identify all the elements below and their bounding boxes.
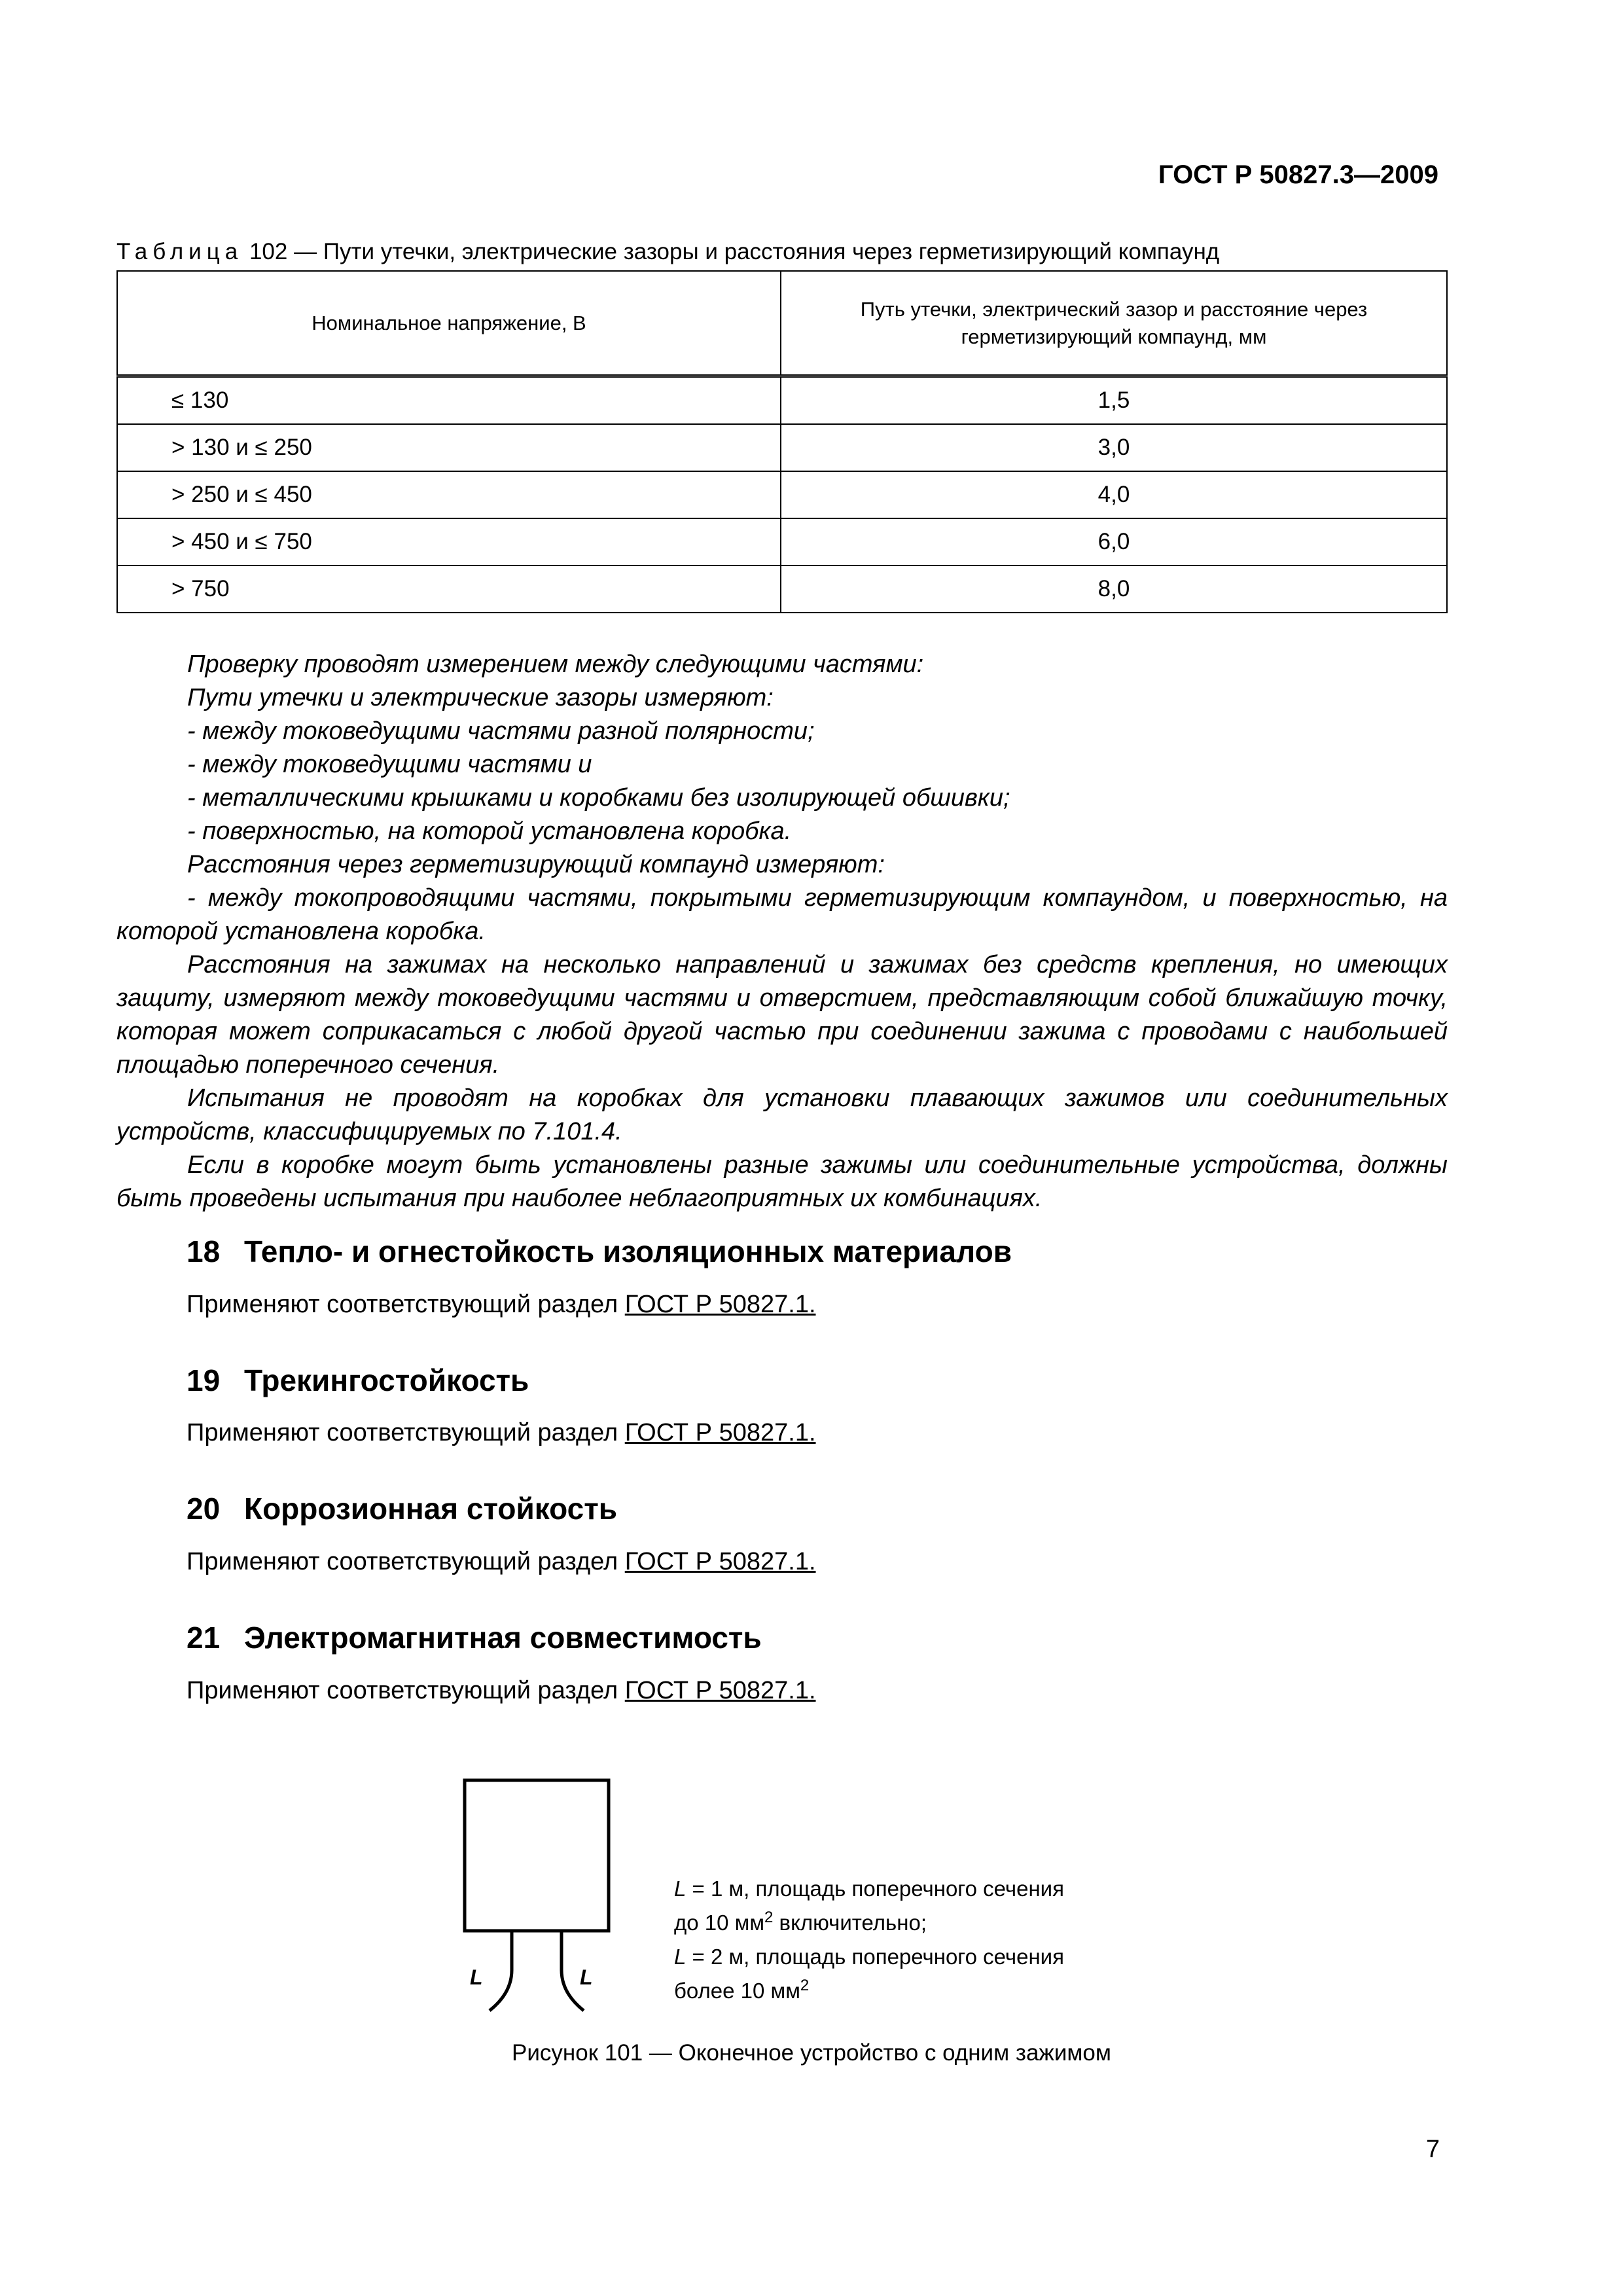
cell-distance: 1,5 [781,376,1447,425]
reference-text: Применяют соответствующий раздел [187,1548,625,1575]
column-header-distance-text: Путь утечки, электрический зазор и расстояние через герметизирующий компаунд, мм [860,297,1368,348]
cell-distance: 6,0 [781,518,1447,565]
cell-voltage: ≤ 130 [117,376,781,425]
cell-voltage: > 130 и ≤ 250 [117,424,781,471]
paragraph: Пути утечки и электрические зазоры измеряют: [187,684,774,711]
table-row [117,376,1447,425]
legend-text: включительно; [773,1910,927,1935]
reference-text: Применяют соответствующий раздел [187,1677,625,1704]
paragraph: Проверку проводят измерением между следующими частями: [187,651,924,678]
legend-text: до 10 мм [674,1910,765,1935]
section-reference [187,1548,816,1576]
section-heading [187,1234,1012,1269]
section-heading [187,1620,762,1655]
paragraph: Испытания не проводят на коробках для установки плавающих зажимов или соединительных устройств, классифицируемых по 7.101.4. [116,1085,1448,1145]
table-row [117,424,1447,471]
legend-text: = 2 м, площадь поперечного сечения [686,1945,1064,1969]
list-item: - между токоведущими частями разной полярности; [187,717,815,745]
section-title: Трекингостойкость [244,1363,529,1397]
paragraph: Расстояния на зажимах на несколько направлений и зажимах без средств крепления, но имеющих защиту, измеряют между токоведущими частями и отверстием, представляющим собой ближайшую точку, которая может соприкасаться с любой другой частью при соединении зажима с проводами с наибольшей площадью поперечного сечения. [116,951,1448,1079]
section-reference [187,1419,816,1447]
test-procedure-text [116,648,1448,1215]
list-item: - металлическими крышками и коробками без изолирующей обшивки; [187,784,1010,812]
paragraph: - между токопроводящими частями, покрытыми герметизирующим компаундом, и поверхностью, на которой установлена коробка. [116,884,1448,945]
section-title: Электромагнитная совместимость [244,1621,762,1655]
enclosure-box [465,1780,609,1931]
reference-text: Применяют соответствующий раздел [187,1419,625,1446]
reference-text: Применяют соответствующий раздел [187,1291,625,1318]
cell-voltage: > 250 и ≤ 450 [117,471,781,518]
superscript: 2 [800,1977,810,1994]
column-header-distance [781,271,1447,376]
wire-label-right: L [580,1965,593,1989]
section-number: 20 [187,1492,221,1526]
section-number: 21 [187,1621,221,1655]
section-reference [187,1291,816,1319]
section-title: Коррозионная стойкость [244,1492,618,1526]
cell-distance: 3,0 [781,424,1447,471]
wire-left [490,1931,512,2011]
cell-voltage: > 450 и ≤ 750 [117,518,781,565]
superscript: 2 [764,1909,774,1926]
figure-caption: Рисунок 101 — Оконечное устройство с одним зажимом [512,2040,1111,2066]
section-heading [187,1491,617,1526]
section-title: Тепло- и огнестойкость изоляционных материалов [244,1234,1012,1268]
table-header-row [117,271,1447,376]
section-heading [187,1363,529,1398]
legend-line [674,1906,1064,1940]
terminal-device-drawing [452,1767,648,2016]
legend-text: более 10 мм [674,1979,800,2003]
cell-voltage: > 750 [117,565,781,613]
section-reference [187,1677,816,1705]
legend-line [674,1940,1064,1974]
cell-distance: 4,0 [781,471,1447,518]
legend-line [674,1974,1064,2008]
table-caption-text: 102 — Пути утечки, электрические зазоры и расстояния через герметизирующий компаунд [249,239,1220,264]
paragraph: Расстояния через герметизирующий компаунд измеряют: [187,851,885,878]
clearance-table [116,270,1448,613]
table-row [117,471,1447,518]
document-code: ГОСТ Р 50827.3—2009 [1158,160,1438,189]
list-item: - поверхностью, на которой установлена коробка. [187,817,792,845]
table-caption [116,239,1219,265]
standard-link[interactable]: ГОСТ Р 50827.1. [624,1548,816,1575]
section-number: 18 [187,1234,221,1268]
page-number: 7 [1425,2136,1440,2163]
section-number: 19 [187,1363,221,1397]
table-caption-label: Таблица [116,239,243,264]
list-item: - между токоведущими частями и [187,751,592,778]
figure-legend [674,1872,1064,2008]
paragraph: Если в коробке могут быть установлены разные зажимы или соединительные устройства, должны быть проведены испытания при наиболее неблагоприятных их комбинациях. [116,1151,1448,1212]
legend-line [674,1872,1064,1906]
table-row [117,565,1447,613]
standard-link[interactable]: ГОСТ Р 50827.1. [624,1419,816,1446]
standard-link[interactable]: ГОСТ Р 50827.1. [624,1677,816,1704]
column-header-voltage: Номинальное напряжение, В [117,271,781,376]
cell-distance: 8,0 [781,565,1447,613]
wire-label-left: L [470,1965,483,1989]
length-variable: L [674,1876,687,1901]
length-variable: L [674,1945,687,1969]
legend-text: = 1 м, площадь поперечного сечения [686,1876,1064,1901]
table-row [117,518,1447,565]
standard-link[interactable]: ГОСТ Р 50827.1. [624,1291,816,1318]
